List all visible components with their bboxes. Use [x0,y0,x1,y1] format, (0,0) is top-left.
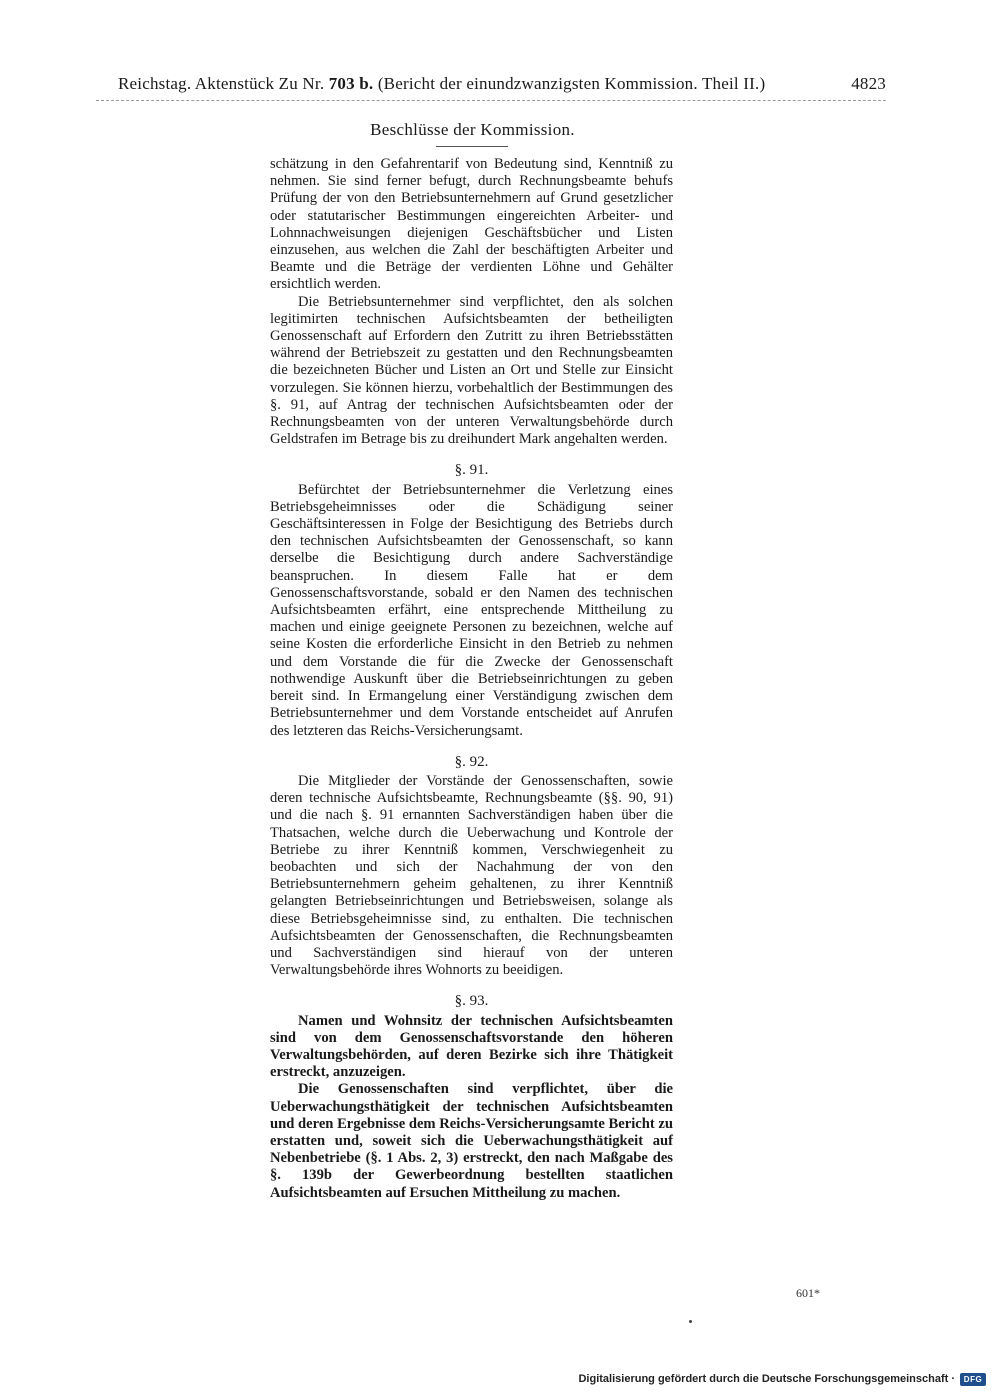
section-title: Beschlüsse der Kommission. [370,120,575,139]
title-divider [436,146,508,147]
header-left-text: Reichstag. Aktenstück Zu Nr. [118,74,329,93]
running-header [118,74,886,100]
section-91-paragraph: Befürchtet der Betriebsunternehmer die Verletzung eines Betriebsgeheimnisses oder die Schädigung seiner Geschäftsinteressen in Folge der Besichtigung des Betriebs durch den technischen Aufsichtsbeamten der Genossenschaft, so kann derselbe die Besichtigung durch andere Sachverständige beanspruchen. In diesem Falle hat er dem Genossenschaftsvorstande, sobald er den Namen des technischen Aufsichtsbeamten erfährt, eine entsprechende Mittheilung zu machen und einige geeignete Personen zu bezeichnen, welche auf seine Kosten die erforderliche Einsicht in den Betrieb zu nehmen und dem Vorstande die für die Zwecke der Genossenschaft nothwendige Auskunft über die Betriebseinrichtungen zu geben bereit sind. In Ermangelung einer Verständigung zwischen dem Betriebsunternehmer und dem Vorstande entscheidet auf Anrufen des letzteren das Reichs-Versicherungsamt. [270,481,673,739]
section-93-heading: §. 93. [454,993,489,1010]
print-speck [689,1320,692,1323]
section-93-paragraph-1: Namen und Wohnsitz der technischen Aufsichtsbeamten sind von dem Genossenschaftsvorstande den höheren Verwaltungsbehörden, auf deren Bezirke sich ihre Thätigkeit erstreckt, anzuzeigen. [270,1012,673,1081]
text-column [270,156,673,1202]
section-91-heading: §. 91. [454,462,489,479]
header-document-number: 703 b. [328,74,374,93]
sheet-signature: 601* [796,1286,820,1300]
footer-text: Digitalisierung gefördert durch die Deutsche Forschungsgemeinschaft · [578,1373,955,1385]
header-divider [96,100,886,101]
paragraph-continuation: schätzung in den Gefahrentarif von Bedeutung sind, Kenntniß zu nehmen. Sie sind ferner befugt, durch Rechnungsbeamte behufs Prüfung der von den Betriebsunternehmern auf Grund gesetzlicher oder statutarischer Bestimmungen eingereichten Arbeiter- und Lohnnachweisungen diejenigen Geschäftsbücher und Listen einzusehen, aus welchen die Zahl der beschäftigten Arbeiter und Beamte und die Beträge der verdienten Löhne und Gehälter ersichtlich werden. [270,156,673,293]
section-92-heading: §. 92. [454,753,489,770]
header-report-text: (Bericht der einundzwanzigsten Kommission. Theil II.) [373,74,766,93]
paragraph-obligations: Die Betriebsunternehmer sind verpflichtet, den als solchen legitimirten technischen Aufsichtsbeamten der betheiligten Genossenschaft auf Erfordern den Zutritt zu ihren Betriebsstätten während der Betriebszeit zu gestatten und den Rechnungsbeamten die bezeichneten Bücher und Listen an Ort und Stelle zur Einsicht vorzulegen. Sie können hierzu, vorbehaltlich der Bestimmungen des §. 91, auf Antrag der technischen Aufsichtsbeamten oder der Rechnungsbeamten von der unteren Verwaltungsbehörde durch Geldstrafen im Betrage bis zu dreihundert Mark angehalten werden. [270,293,673,448]
digitization-footer [578,1371,986,1387]
header-title [118,74,765,94]
dfg-logo-icon: DFG [960,1373,986,1386]
section-92-paragraph: Die Mitglieder der Vorstände der Genossenschaften, sowie deren technische Aufsichtsbeamte, Rechnungsbeamte (§§. 90, 91) und die nach §. 91 ernannten Sachverständigen haben über die Thatsachen, welche durch die Ueberwachung und Kontrole der Betriebe zu ihrer Kenntniß kommen, Verschwiegenheit zu beobachten und sich der Nachahmung der von den Betriebsunternehmern geheim gehaltenen, zu ihrer Kenntniß gelangten Betriebseinrichtungen und Betriebsweisen, solange als diese Betriebsgeheimnisse sind, zu enthalten. Die technischen Aufsichtsbeamten der Genossenschaften, die Rechnungsbeamten und Sachverständigen sind hierauf von der unteren Verwaltungsbehörde ihres Wohnorts zu beeidigen. [270,772,673,979]
page-number: 4823 [851,74,886,93]
section-93-paragraph-2: Die Genossenschaften sind verpflichtet, über die Ueberwachungsthätigkeit der technischen Aufsichtsbeamten und deren Ergebnisse dem Reichs-Versicherungsamte Bericht zu erstatten und, soweit sich die Ueberwachungsthätigkeit auf Nebenbetriebe (§. 1 Abs. 2, 3) erstreckt, den nach Maßgabe des §. 139b der Gewerbeordnung bestellten staatlichen Aufsichtsbeamten auf Ersuchen Mittheilung zu machen. [270,1081,673,1201]
